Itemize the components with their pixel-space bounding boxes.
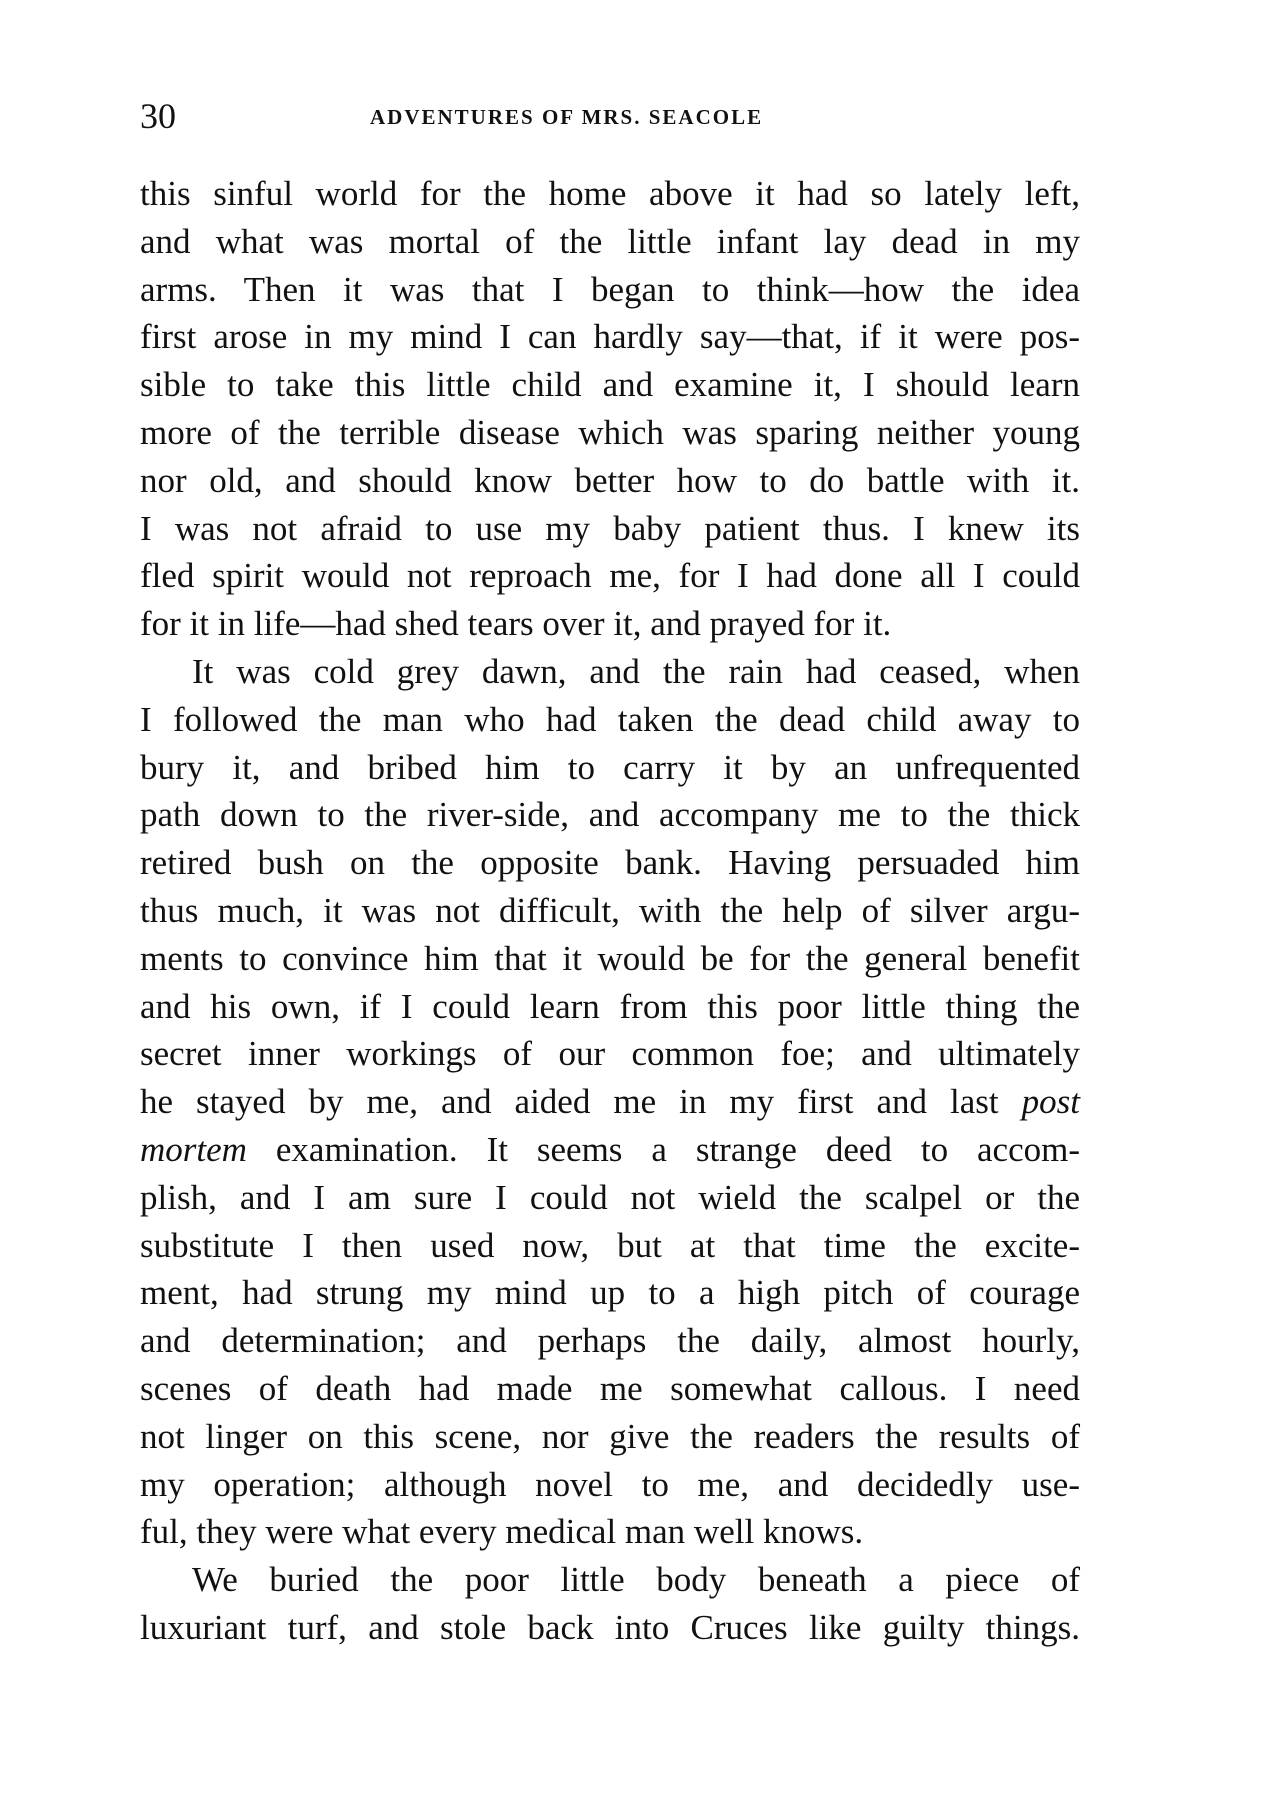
text-line: first arose in my mind I can hardly say—that, if it were pos-	[140, 317, 1080, 357]
text-line: luxuriant turf, and stole back into Cruces like guilty things.	[140, 1607, 1080, 1647]
text-line: more of the terrible disease which was sparing neither young	[140, 412, 1080, 452]
text-line: this sinful world for the home above it had so lately left,	[140, 174, 1080, 213]
text-line: and what was mortal of the little infant lay dead in my	[140, 221, 1080, 261]
text-line: I followed the man who had taken the dead child away to	[140, 699, 1080, 739]
paragraph-2	[140, 648, 1080, 1556]
text-line: We buried the poor little body beneath a piece of	[192, 1560, 1080, 1600]
text-line: ful, they were what every medical man well knows.	[140, 1512, 864, 1552]
text-line-italic	[140, 1078, 1080, 1126]
running-title: ADVENTURES OF MRS. SEACOLE	[370, 105, 764, 129]
text-line: I was not afraid to use my baby patient thus. I knew its	[140, 508, 1080, 548]
text-line: bury it, and bribed him to carry it by an unfrequented	[140, 747, 1080, 787]
text-line: ments to convince him that it would be for the general benefit	[140, 938, 1080, 978]
italic-word: mortem	[140, 1129, 247, 1169]
text-segment: examination. It seems a strange deed to accom-	[246, 1129, 1080, 1169]
text-line: fled spirit would not reproach me, for I had done all I could	[140, 556, 1080, 596]
text-line: scenes of death had made me somewhat callous. I need	[140, 1368, 1080, 1408]
text-line: It was cold grey dawn, and the rain had ceased, when	[192, 651, 1080, 691]
text-line: ment, had strung my mind up to a high pitch of courage	[140, 1273, 1080, 1313]
text-line: path down to the river-side, and accompany me to the thick	[140, 795, 1080, 835]
text-line: sible to take this little child and examine it, I should learn	[140, 365, 1080, 405]
text-line: not linger on this scene, nor give the readers the results of	[140, 1416, 1080, 1456]
text-line: and his own, if I could learn from this poor little thing the	[140, 986, 1080, 1026]
text-line: substitute I then used now, but at that time the excite-	[140, 1225, 1080, 1265]
text-line: nor old, and should know better how to do battle with it.	[140, 460, 1080, 500]
italic-word: post	[1021, 1082, 1080, 1122]
text-line-italic	[140, 1126, 1080, 1174]
text-segment: he stayed by me, and aided me in my first and last	[140, 1082, 1022, 1122]
page-header	[140, 96, 1080, 136]
text-line: arms. Then it was that I began to think—how the idea	[140, 269, 1080, 309]
text-line: and determination; and perhaps the daily, almost hourly,	[140, 1321, 1080, 1361]
paragraph-3	[140, 1556, 1080, 1652]
text-line: for it in life—had shed tears over it, and prayed for it.	[140, 604, 892, 644]
text-line: retired bush on the opposite bank. Having persuaded him	[140, 843, 1080, 883]
text-line: thus much, it was not difficult, with the help of silver argu-	[140, 890, 1080, 930]
text-line: secret inner workings of our common foe; and ultimately	[140, 1034, 1080, 1074]
text-line: plish, and I am sure I could not wield the scalpel or the	[140, 1177, 1080, 1217]
body-text	[140, 170, 1080, 1652]
text-line: my operation; although novel to me, and decidedly use-	[140, 1464, 1080, 1504]
page-number: 30	[140, 96, 176, 136]
paragraph-1	[140, 170, 1080, 648]
